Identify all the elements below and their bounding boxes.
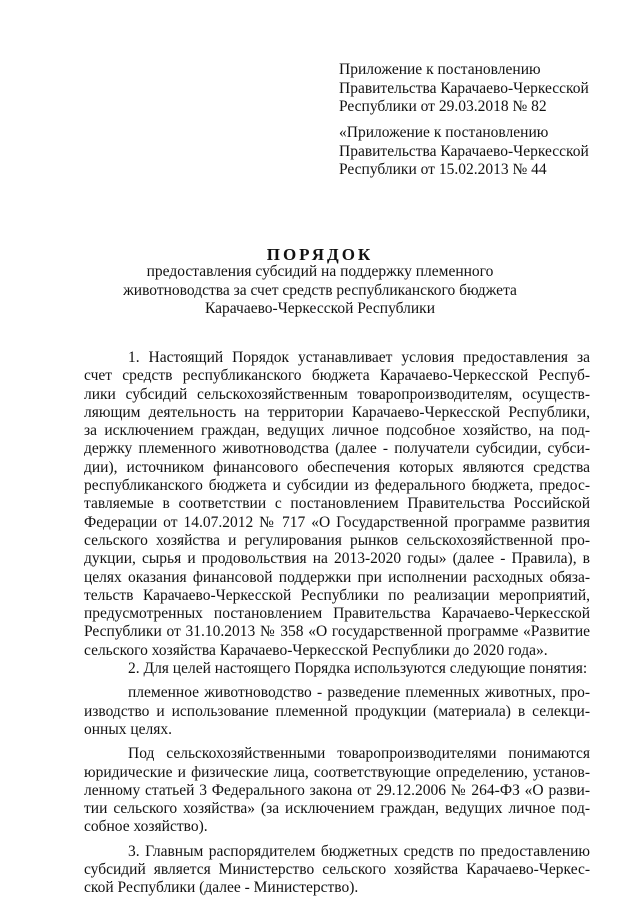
subtitle-line: животноводства за счет средств республиканского бюджета [123, 281, 517, 299]
subtitle-line: Карачаево-Черкесской Республики [205, 300, 435, 317]
appendix-current-line: Правительства Карачаево-Черкесской [339, 79, 589, 97]
paragraph-line: республиканского бюджета и субсидии из федерального бюджета, предос- [84, 477, 590, 495]
paragraph-line: Республики от 31.10.2013 № 358 «О государственной программе «Развитие [84, 623, 590, 641]
paragraph-line: целях оказания финансовой поддержки при исполнении расходных обяза- [84, 568, 590, 586]
paragraph [84, 745, 590, 836]
paragraph-line: племенное животноводство - разведение племенных животных, про- [128, 684, 590, 702]
paragraph-line: Федерации от 14.07.2012 № 717 «О Государственной программе развития [84, 513, 590, 531]
paragraph-line: лики субсидий сельскохозяйственным товаропроизводителям, осуществ- [84, 385, 590, 403]
appendix-original-block [339, 124, 629, 180]
paragraph-line: сельского хозяйства и регулирования рынков сельскохозяйственной про- [84, 531, 590, 549]
paragraph-line: субсидий является Министерство сельского хозяйства Карачаево-Черкес- [84, 861, 590, 879]
paragraph-line: онных целях. [84, 720, 173, 738]
paragraph-line: ленному статьей 3 Федерального закона от 29.12.2006 № 264-ФЗ «О разви- [84, 781, 590, 799]
paragraph-line: Под сельскохозяйственными товаропроизводителями понимаются [128, 745, 590, 763]
document-title: ПОРЯДОК [266, 245, 374, 264]
appendix-current-block [339, 61, 629, 117]
document-subtitle [0, 263, 640, 319]
paragraph [84, 843, 590, 898]
paragraph-line: дии), источником финансового обеспечения которых являются средства [84, 458, 590, 476]
appendix-current-line: Республики от 29.03.2018 № 82 [339, 98, 547, 115]
paragraph-line: счет средств республиканского бюджета Карачаево-Черкесской Респуб- [84, 367, 590, 385]
paragraph-line: держку племенного животноводства (далее - получатели субсидии, субси- [84, 440, 590, 458]
paragraph-line: собное хозяйство). [84, 818, 208, 836]
appendix-original-line: Республики от 15.02.2013 № 44 [339, 161, 547, 178]
paragraph-line: 1. Настоящий Порядок устанавливает условия предоставления за [128, 349, 590, 366]
paragraph-line: предусмотренных постановлением Правительства Карачаево-Черкесской [84, 605, 590, 623]
paragraph-line: юридические и физические лица, соответствующие определению, установ- [84, 763, 590, 781]
appendix-original-line: Правительства Карачаево-Черкесской [339, 142, 589, 160]
paragraph-line: изводство и использование племенной продукции (материала) в селекци- [84, 702, 590, 720]
paragraph-line: дукции, сырья и продовольствия на 2013-2020 годы» (далее - Правила), в [84, 550, 590, 568]
document-body [84, 349, 590, 898]
paragraph-line: ляющим деятельность на территории Карачаево-Черкесской Республики, [84, 403, 590, 421]
paragraph-line: тельств Карачаево-Черкесской Республики по реализации мероприятий, [84, 586, 590, 604]
paragraph-line: сельского хозяйства Карачаево-Черкесской Республики до 2020 года». [84, 641, 548, 659]
paragraph-line: ской Республики (далее - Министерство). [84, 879, 359, 897]
paragraph-line: 2. Для целей настоящего Порядка используются следующие понятия: [128, 660, 588, 678]
paragraph-line: тавляемые в соответствии с постановлением Правительства Российской [84, 495, 590, 513]
paragraph [84, 684, 590, 739]
paragraph-line: 3. Главным распорядителем бюджетных средств по предоставлению [128, 842, 590, 860]
appendix-current-line: Приложение к постановлению [339, 61, 541, 78]
paragraph [84, 660, 590, 678]
subtitle-line: предоставления субсидий на поддержку племенного [146, 263, 494, 280]
paragraph-line: тии сельского хозяйства» (за исключением граждан, ведущих личное под- [84, 800, 590, 818]
appendix-original-line: «Приложение к постановлению [339, 124, 549, 141]
paragraph [84, 349, 590, 660]
paragraph-line: за исключением граждан, ведущих личное подсобное хозяйство, на под- [84, 422, 590, 440]
